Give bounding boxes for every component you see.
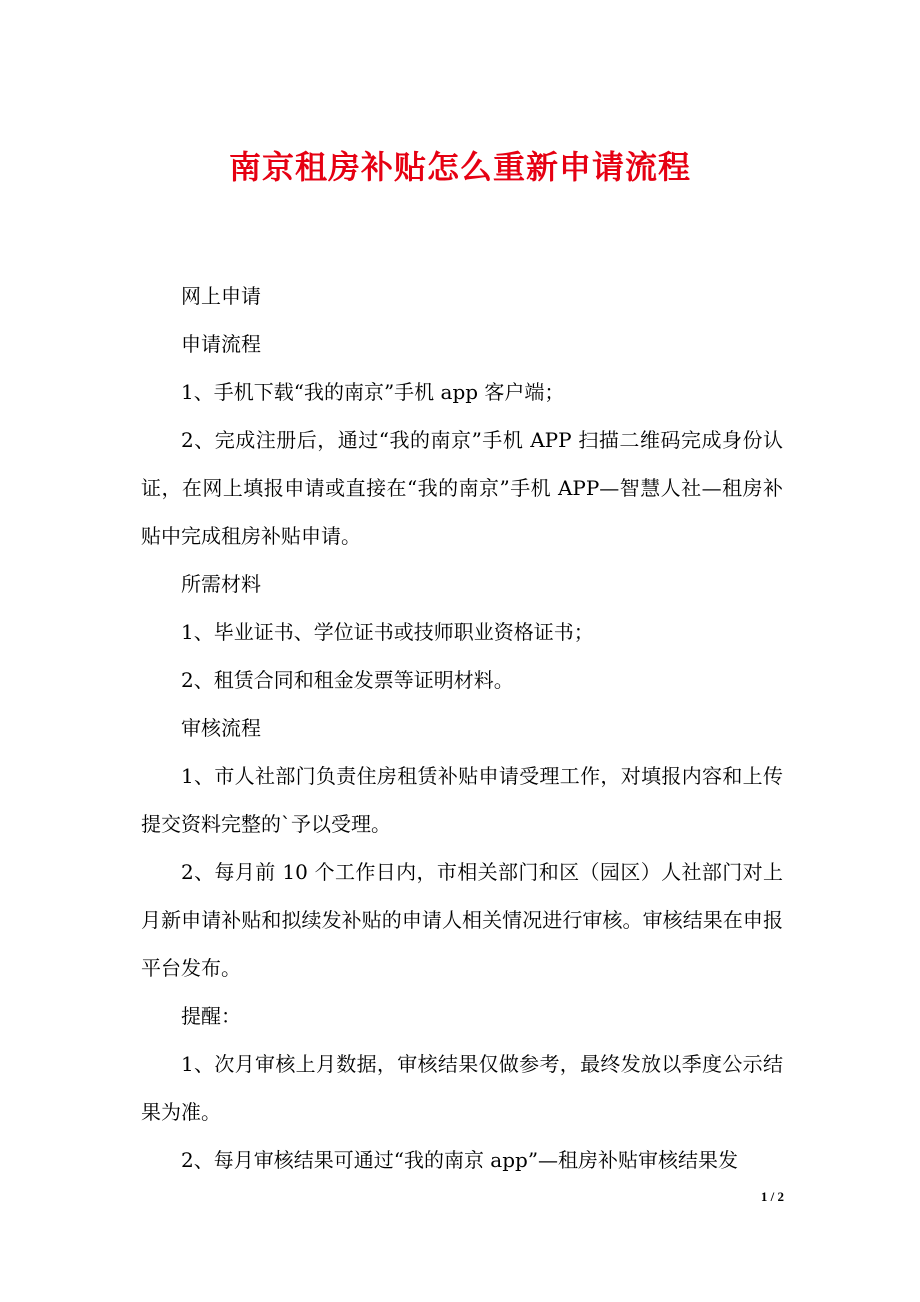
document-body (141, 272, 783, 1184)
paragraph-step-2: 2、完成注册后，通过“我的南京”手机 APP 扫描二维码完成身份认证，在网上填报申请或直接在“我的南京”手机 APP—智慧人社—租房补贴中完成租房补贴申请。 (141, 428, 783, 548)
paragraph-heading-apply-process: 申请流程 (181, 332, 261, 356)
paragraph-material-1: 1、毕业证书、学位证书或技师职业资格证书； (181, 620, 594, 644)
document-title: 南京租房补贴怎么重新申请流程 (228, 148, 691, 186)
paragraph-reminder-1: 1、次月审核上月数据，审核结果仅做参考，最终发放以季度公示结果为准。 (141, 1052, 783, 1124)
paragraph-review-2: 2、每月前 10 个工作日内，市相关部门和区（园区）人社部门对上月新申请补贴和拟续发补贴的申请人相关情况进行审核。审核结果在申报平台发布。 (141, 860, 783, 980)
paragraph-heading-online-apply: 网上申请 (181, 284, 261, 308)
paragraph-reminder-2: 2、每月审核结果可通过“我的南京 app”—租房补贴审核结果发 (181, 1148, 739, 1172)
paragraph-heading-review: 审核流程 (181, 716, 261, 740)
paragraph-review-1: 1、市人社部门负责住房租赁补贴申请受理工作，对填报内容和上传提交资料完整的`予以受理。 (141, 764, 783, 836)
paragraph-heading-materials: 所需材料 (181, 572, 261, 596)
page-number: 1 / 2 (760, 1189, 784, 1204)
paragraph-heading-reminder: 提醒： (181, 1004, 241, 1028)
paragraph-material-2: 2、租赁合同和租金发票等证明材料。 (181, 668, 514, 692)
paragraph-step-1: 1、手机下载“我的南京”手机 app 客户端； (181, 380, 565, 404)
